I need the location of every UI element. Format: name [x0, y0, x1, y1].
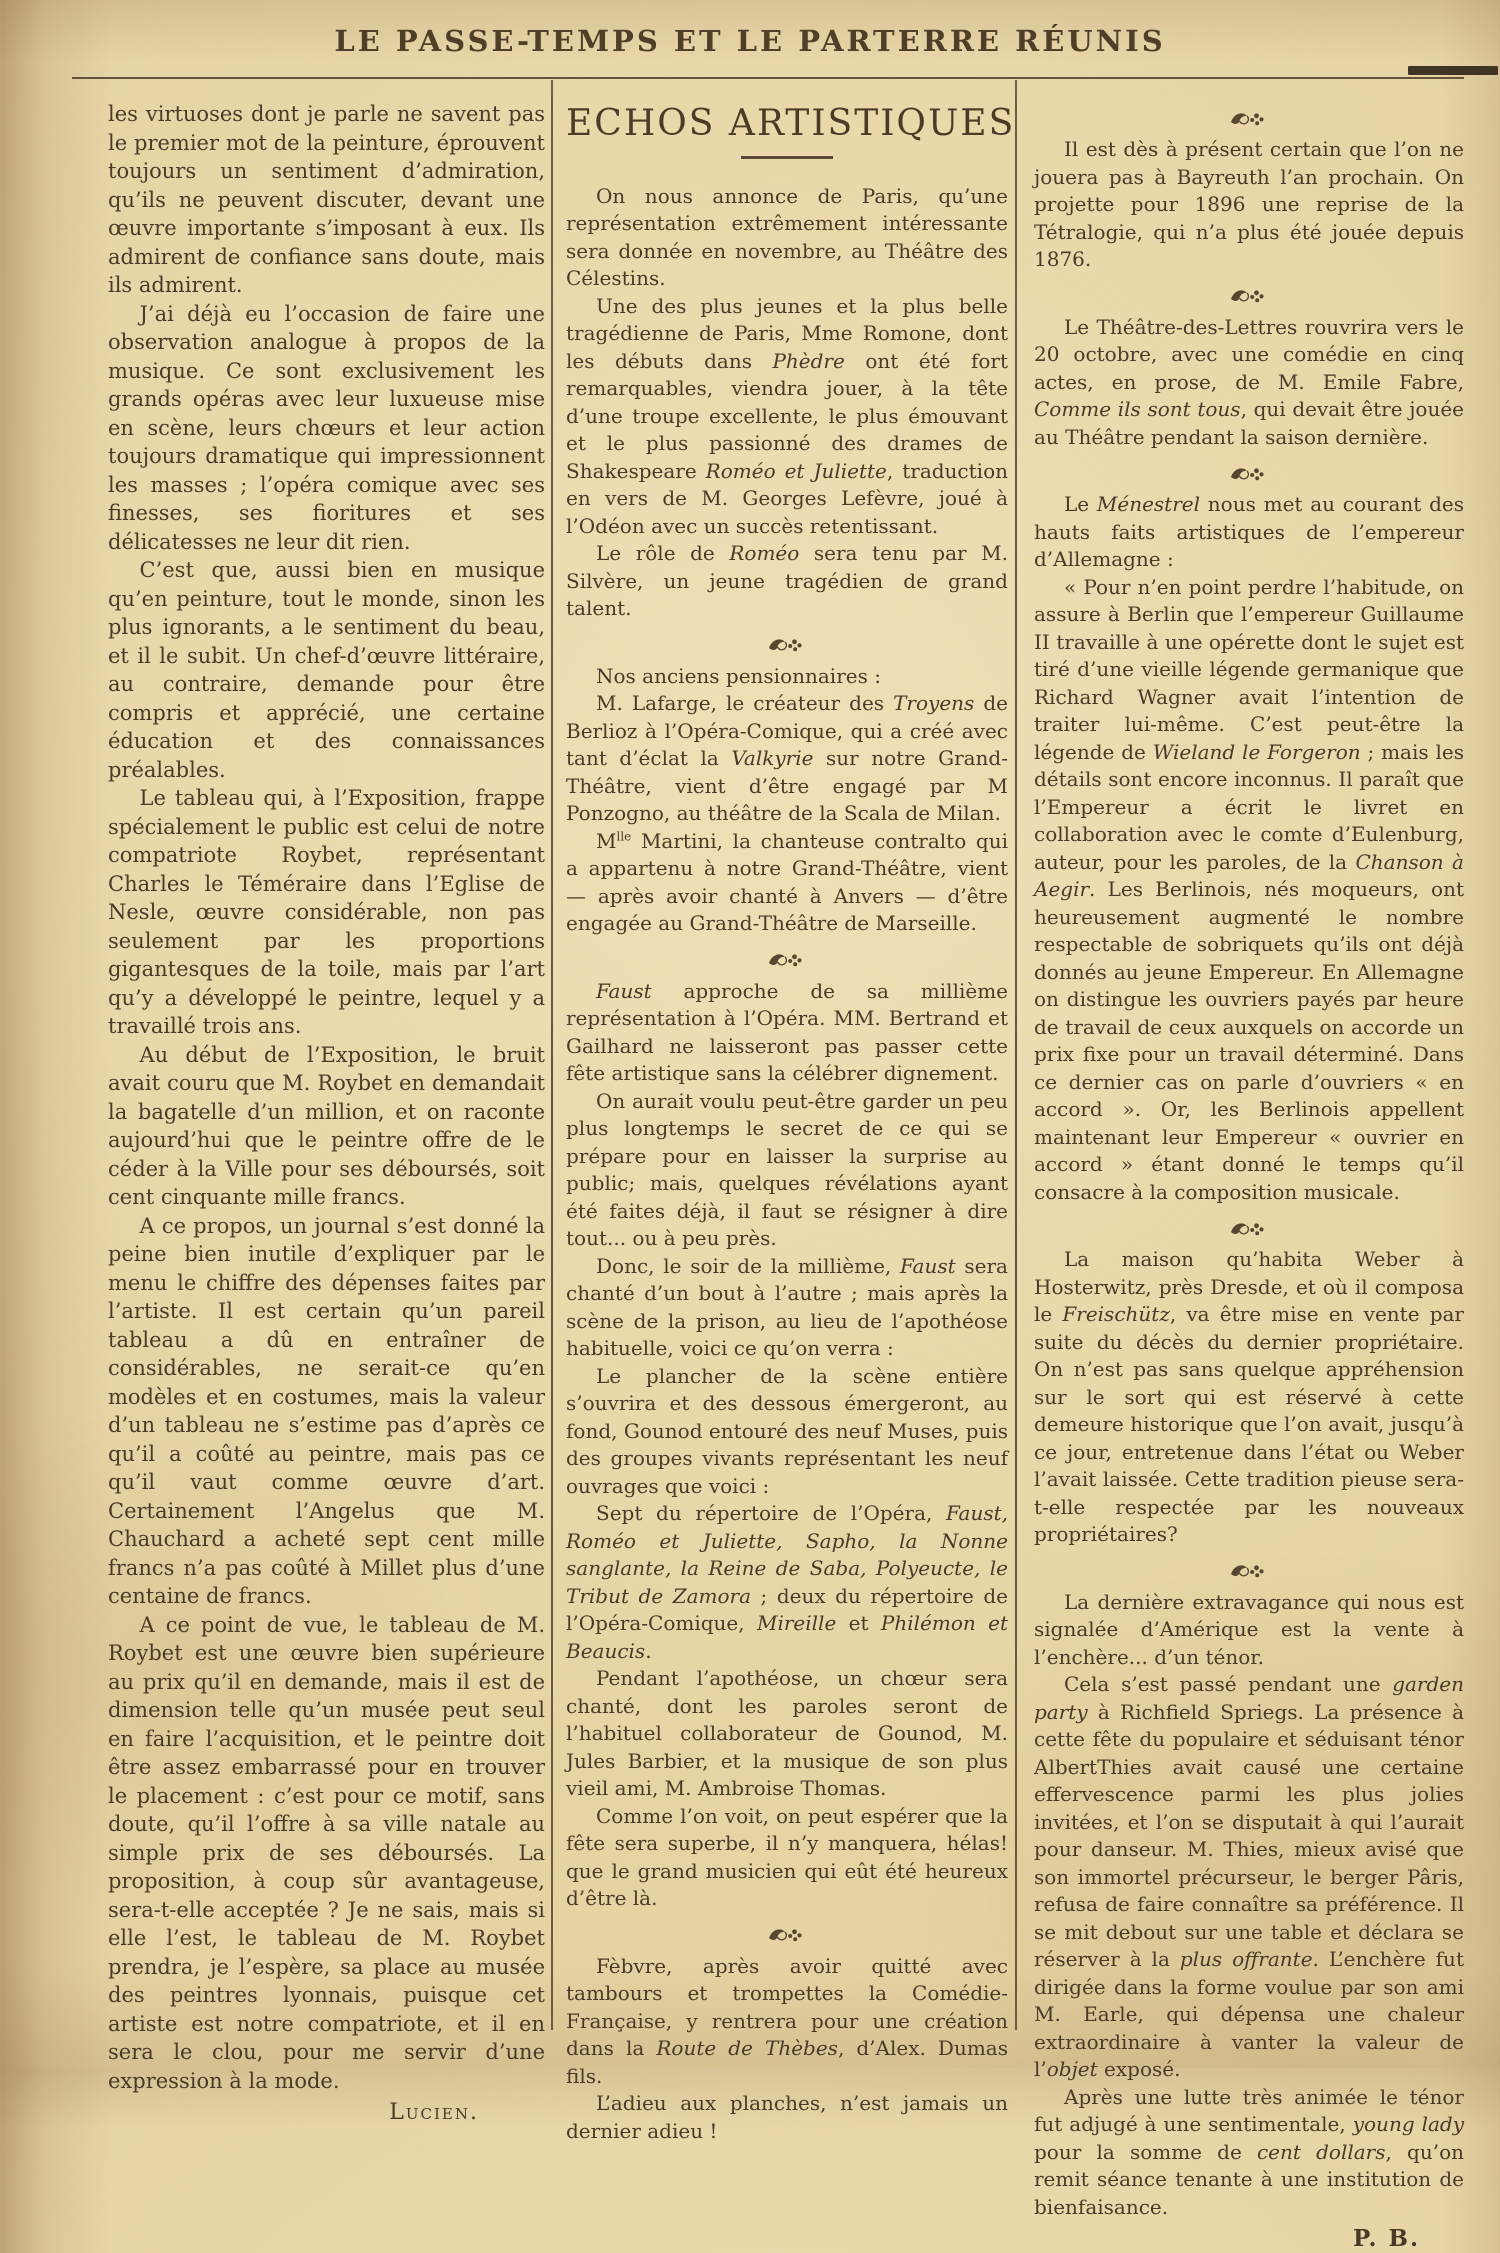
fleuron-ornament-icon — [1034, 1217, 1464, 1237]
paragraph: L’adieu aux planches, n’est jamais un dernier adieu ! — [566, 2091, 1008, 2143]
article-title: ECHOS ARTISTIQUES — [566, 103, 1016, 144]
article-title-rule — [741, 156, 833, 159]
paragraph: A ce point de vue, le tableau de M. Roybet est une œuvre bien supérieure au prix qu’il en demande, mais il est de dimension telle qu’un musée peut seul en faire l’acquisition, et le peintre doit être assez embarrassé pour en trouver le placement : c’est pour ce motif, sans doute, qu’il l’offre à sa ville natale au simple prix de ses déboursés. La proposition, à coup sûr avantageuse, sera-t-elle acceptée ? Je ne sais, mais si elle l’est, le tableau de M. Roybet prendra, je l’espère, sa place au musée des peintres lyonnais, puisque cet artiste est notre compatriote, et il en sera le clou, pour me servir d’une expression à la mode. — [108, 1612, 545, 2093]
column-right — [1034, 96, 1464, 2253]
paragraph: « Pour n’en point perdre l’habitude, on assure à Berlin que l’empereur Guillaume II travaille à une opérette dont le sujet est tiré d’une vieille légende germanique que Richard Wagner avait l’intention de traiter lui-même. C’est peut-être la légende de Wieland le Forgeron ; mais les détails sont encore inconnus. Il paraît que l’Empereur a écrit le livret en collaboration avec le comte d’Eulenburg, auteur, pour les paroles, de la Chanson à Aegir. Les Berlinois, nés moqueurs, ont heureusement augmenté le nombre respectable de sobriquets qu’ils ont déjà donnés au jeune Empereur. En Allemagne on distingue les ouvriers payés par heure de travail de ceux auxquels on accorde un prix fixe pour un travail déterminé. Dans ce dernier cas on parle d’ouvriers « en accord ». Or, les Berlinois appellent maintenant leur Empereur « ouvrier en accord » étant donné le temps qu’il consacre à la composition musicale. — [1034, 574, 1464, 1204]
column-divider-left — [551, 80, 553, 2030]
print-artifact-mark — [1408, 66, 1498, 75]
paragraph: Le tableau qui, à l’Exposition, frappe spécialement le public est celui de notre compatriote Roybet, représentant Charles le Téméraire dans l’Eglise de Nesle, œuvre considérable, non pas seulement par les proportions gigantesques de la toile, mais par l’art qu’y a développé le peintre, lequel y a travaillé trois ans. — [108, 786, 545, 1038]
fleuron-ornament-icon — [566, 949, 1008, 969]
paragraph: Le Ménestrel nous met au courant des hauts faits artistiques de l’empereur d’Allemagne : — [1034, 492, 1464, 571]
author-signature: P. B. — [1353, 2225, 1420, 2252]
paragraph: Il est dès à présent certain que l’on ne jouera pas à Bayreuth l’an prochain. On projette pour 1896 une reprise de la Tétralogie, qui n’a plus été jouée depuis 1876. — [1034, 137, 1464, 271]
paragraph: Le Théâtre-des-Lettres rouvrira vers le 20 octobre, avec une comédie en cinq actes, en prose, de M. Emile Fabre, Comme ils sont tous, qui devait être jouée au Théâtre pendant la saison dernière. — [1034, 314, 1464, 449]
fleuron-ornament-icon — [1034, 1560, 1464, 1580]
paragraph: Pendant l’apothéose, un chœur sera chanté, dont les paroles seront de l’habituel collaborateur de Gounod, M. Jules Barbier, et la musique de son plus vieil ami, M. Ambroise Thomas. — [566, 1666, 1008, 1800]
fleuron-ornament-icon — [1034, 462, 1464, 482]
paragraph: Comme l’on voit, on peut espérer que la fête sera superbe, il n’y manquera, hélas! que le grand musicien qui eût été heureux d’être là. — [566, 1803, 1008, 1910]
paragraph: Une des plus jeunes et la plus belle tragédienne de Paris, Mme Romone, dont les débuts dans Phèdre ont été fort remarquables, viendra jouer, à la tête d’une troupe excellente, le plus émouvant et le plus passionné des drames de Shakespeare Roméo et Juliette, traduction en vers de M. Georges Lefèvre, joué à l’Odéon avec un succès retentissant. — [566, 293, 1009, 538]
fleuron-ornament-icon — [566, 634, 1008, 654]
masthead-rule — [72, 77, 1464, 79]
paragraph: Au début de l’Exposition, le bruit avait couru que M. Roybet en demandait la bagatelle d’un million, et on raconte aujourd’hui que le peintre offre de le céder à la Ville pour ses déboursés, soit cent cinquante mille francs. — [108, 1042, 545, 1209]
column-center — [566, 96, 1016, 2145]
paragraph: Cela s’est passé pendant une garden party à Richfield Spriegs. La présence à cette fête du populaire et séduisant ténor AlbertThies avait causé une certaine effervescence parmi les plus jolies invitées, et l’on se disputait à qui l’aurait pour danseur. M. Thies, mieux avisé que son immortel précurseur, le berger Pâris, refusa de faire connaître sa préférence. Il se mit debout sur une table et déclara se réserver à la plus offrante. L’enchère fut dirigée dans la forme voulue par son ami M. Earle, qui dépensa une chaleur extraordinaire à vanter la valeur de l’objet exposé. — [1034, 1672, 1464, 2081]
paragraph: C’est que, aussi bien en musique qu’en peinture, tout le monde, sinon les plus ignorants, a le sentiment du beau, et il le subit. Un chef-d’œuvre littéraire, au contraire, demande pour être compris et apprécié, une certaine éducation et des connaissances préalables. — [108, 558, 545, 782]
column-left — [108, 96, 545, 2128]
paragraph: Le rôle de Roméo sera tenu par M. Silvère, un jeune tragédien de grand talent. — [566, 541, 1008, 620]
paragraph: Faust approche de sa millième représentation à l’Opéra. MM. Bertrand et Gailhard ne laisseront pas passer cette fête artistique sans la célébrer dignement. — [566, 978, 1008, 1085]
paragraph: La maison qu’habita Weber à Hosterwitz, près Dresde, et où il composa le Freischütz, va être mise en vente par suite du décès du dernier propriétaire. On n’est pas sans quelque appréhension sur le sort qui est réservé à cette demeure historique que l’on avait, jusqu’à ce jour, entretenue dans l’état ou Weber l’avait laissée. Cette tradition pieuse sera-t-elle respectée par les nouveaux propriétaires? — [1034, 1247, 1464, 1546]
paragraph: les virtuoses dont je parle ne savent pas le premier mot de la peinture, éprouvent toujours un sentiment d’admiration, qu’ils ne peuvent discuter, devant une œuvre importante s’imposant à eux. Ils admirent de confiance sans doute, mais ils admirent. — [108, 102, 545, 297]
paragraph: Nos anciens pensionnaires : — [596, 663, 881, 688]
paragraph: J’ai déjà eu l’occasion de faire une observation analogue à propos de la musique. Ce sont exclusivement les grands opéras avec leur luxueuse mise en scène, leurs chœurs et leur action toujours dramatique qui impressionnent les masses ; l’opéra comique avec ses finesses, ses fioritures et ses délicatesses ne leur dit rien. — [108, 301, 545, 554]
paragraph: M. Lafarge, le créateur des Troyens de Berlioz à l’Opéra-Comique, qui a créé avec tant d’éclat la Valkyrie sur notre Grand-Théâtre, vient d’être engagé par M Ponzogno, au théâtre de la Scala de Milan. — [566, 691, 1009, 825]
paragraph: La dernière extravagance qui nous est signalée d’Amérique est la vente à l’enchère... d’un ténor. — [1034, 1589, 1464, 1669]
paragraph: Fèbvre, après avoir quitté avec tambours et trompettes la Comédie-Française, y rentrera pour une création dans la Route de Thèbes, d’Alex. Dumas fils. — [566, 1953, 1008, 2088]
fleuron-ornament-icon — [1034, 285, 1464, 305]
fleuron-ornament-icon — [1034, 107, 1464, 127]
paragraph: $M^{lle}$ Martini, la chanteuse contralto qui a appartenu à notre Grand-Théâtre, vient — après avoir chanté à Anvers — d’être engagée au Grand-Théâtre de Marseille. — [566, 828, 1008, 935]
paragraph: Donc, le soir de la millième, Faust sera chanté d’un bout à l’autre ; mais après la scène de la prison, au lieu de l’apothéose habituelle, voici ce qu’on verra : — [566, 1253, 1008, 1360]
author-signature: Lucien. — [389, 2100, 479, 2125]
paragraph: Sept du répertoire de l’Opéra, Faust, Roméo et Juliette, Sapho, la Nonne sanglante, la Reine de Saba, Polyeucte, le Tribut de Zamora ; deux du répertoire de l’Opéra-Comique, Mireille et Philémon et Beaucis. — [566, 1501, 1008, 1663]
column-divider-right — [1015, 80, 1017, 2030]
paragraph: On nous annonce de Paris, qu’une représentation extrêmement intéressante sera donnée en novembre, au Théâtre des Célestins. — [566, 183, 1008, 290]
paragraph: Après une lutte très animée le ténor fut adjugé à une sentimentale, young lady pour la somme de cent dollars, qu’on remit séance tenante à une institution de bienfaisance. — [1034, 2084, 1464, 2219]
fleuron-ornament-icon — [566, 1924, 1008, 1944]
paragraph: Le plancher de la scène entière s’ouvrira et des dessous émergeront, au fond, Gounod entouré des neuf Muses, puis des groupes vivants représentant les neuf ouvrages que voici : — [566, 1363, 1008, 1498]
paragraph: A ce propos, un journal s’est donné la peine bien inutile d’expliquer par le menu le chiffre des dépenses faites par l’artiste. Il est certain qu’un pareil tableau a dû en entraîner de considérables, ne serait-ce qu’en modèles et en costumes, mais la valeur d’un tableau ne s’estime pas d’après ce qu’il a coûté au peintre, mais pas ce qu’il vaut comme œuvre d’art. Certainement l’Angelus que M. Chauchard a acheté sept cent mille francs n’a pas coûté à Millet plus d’une centaine de francs. — [108, 1213, 545, 1608]
paragraph: On aurait voulu peut-être garder un peu plus longtemps le secret de ce qui se prépare pour en laisser la surprise au public; mais, quelques révélations ayant été faites déjà, il faut se résigner à dire tout... ou à peu près. — [566, 1088, 1008, 1250]
masthead-title: LE PASSE-TEMPS ET LE PARTERRE RÉUNIS — [334, 24, 1166, 58]
